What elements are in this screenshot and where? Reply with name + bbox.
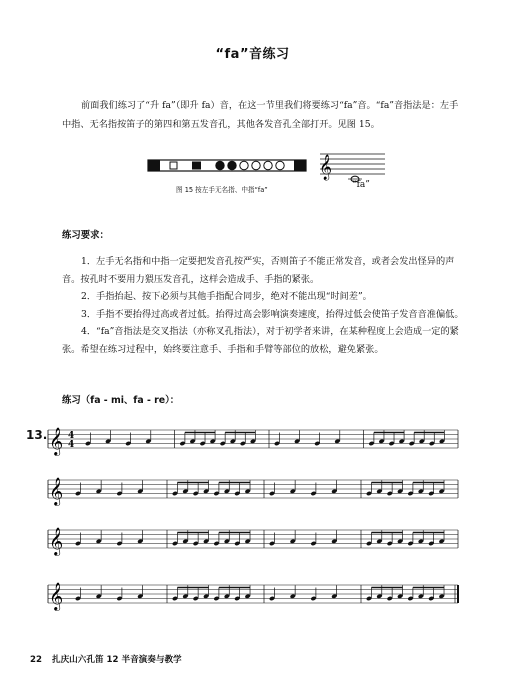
finger-hole	[216, 161, 224, 169]
page-title: “fa”音练习	[215, 47, 290, 62]
requirements-heading: 练习要求：	[62, 230, 109, 241]
requirement-item: 4．“fa”音指法是交叉指法（亦称叉孔指法），对于初学者来讲，在某种程度上会造成一定的紧张。希望在练习过程中，始终要注意手、手指和手臂等部位的放松，避免紧张。	[62, 326, 459, 355]
finger-hole	[264, 161, 272, 169]
note-label: “fa”	[352, 180, 370, 190]
figure-caption: 图 15 按左手无名指、中指“fa”	[176, 186, 268, 194]
treble-clef-icon: 𝄞	[49, 427, 64, 455]
requirement-item: 2．手指抬起、按下必须与其他手指配合同步，绝对不能出现“时间差”。	[81, 291, 372, 302]
treble-clef-icon: 𝄞	[319, 155, 333, 180]
finger-hole	[252, 161, 260, 169]
book-title: 扎庆山六孔笛 12 半音演奏与教学	[51, 655, 182, 665]
treble-clef-icon: 𝄞	[49, 477, 64, 505]
finger-holes	[216, 161, 284, 169]
page-footer	[30, 653, 182, 665]
note-staff	[319, 154, 385, 182]
requirements-list	[62, 253, 464, 358]
treble-clef-icon: 𝄞	[49, 582, 64, 610]
time-signature-bottom: 4	[68, 440, 75, 450]
page-number: 22	[30, 655, 42, 665]
embouchure-hole	[170, 162, 177, 169]
finger-hole	[240, 161, 248, 169]
time-signature-top: 4	[68, 431, 75, 441]
treble-clef-icon: 𝄞	[49, 527, 64, 555]
finger-hole	[276, 161, 284, 169]
flute-head-cap	[148, 160, 160, 171]
flute-end-cap	[294, 160, 306, 171]
intro-paragraph: 前面我们练习了“升 fa”（即升 fa）音，在这一节里我们将要练习“fa”音。“fa”音指法是：左手中指、无名指按笛子的第四和第五发音孔，其他各发音孔全部打开。见图 15。	[62, 100, 459, 130]
exercise-heading: 练习（fa - mi、fa - re）：	[62, 395, 180, 406]
membrane-hole	[192, 162, 201, 170]
requirement-item: 1．左手无名指和中指一定要把发音孔按严实，否则笛子不能正常发音，或者会发出怪异的声音。按孔时不要用力猥压发音孔，这样会造成手、手指的紧张。	[62, 256, 455, 285]
finger-hole	[228, 161, 236, 169]
exercise-number: 13.	[26, 428, 48, 442]
requirement-item: 3．手指不要抬得过高或者过低。抬得过高会影响演奏速度，抬得过低会使笛子发音音准偏低。	[81, 308, 464, 320]
music-score	[0, 420, 505, 620]
